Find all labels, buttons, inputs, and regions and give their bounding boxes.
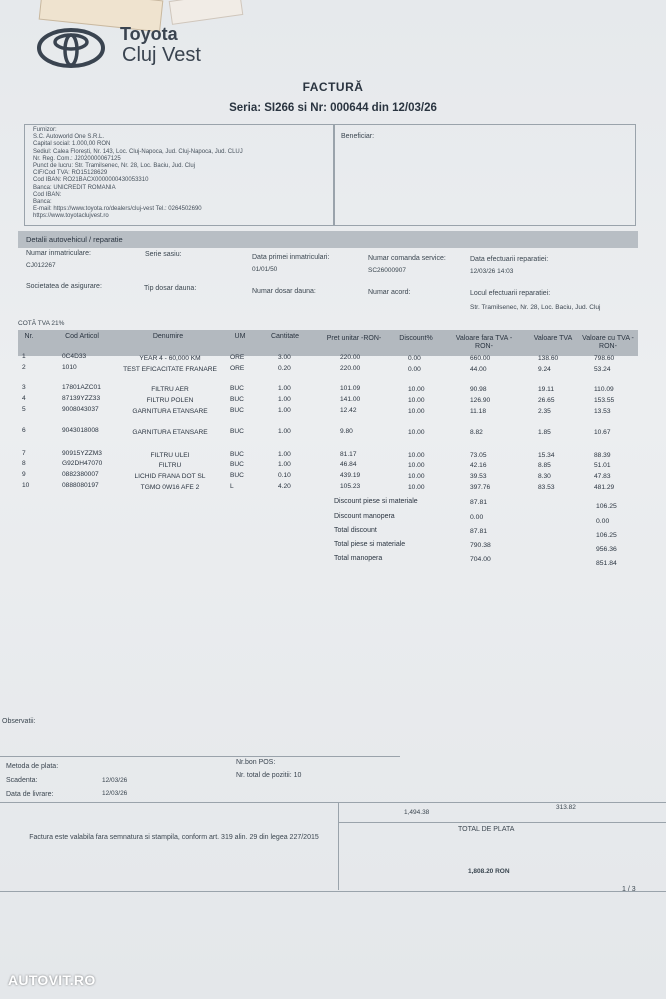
totals-box [0, 802, 666, 892]
page-number: 1 / 3 [622, 886, 636, 893]
table-cell: 15.34 [538, 452, 555, 459]
table-cell: 42.16 [470, 461, 487, 469]
summary-value-with-vat: 956.36 [596, 546, 617, 553]
claim-number-label: Numar dosar dauna: [252, 288, 316, 295]
table-cell: 39.53 [470, 472, 487, 480]
validity-note: Factura este valabila fara semnatura si stampila, conform art. 319 alin. 29 din legea 227/2015 [29, 834, 319, 841]
repair-location-value: Str. Tramilsenec, Nr. 28, Loc. Baciu, Jud. Cluj [470, 304, 601, 311]
summary-value: 704.00 [470, 556, 491, 563]
table-cell: TGMO 0W16 AFE 2 [140, 483, 200, 491]
table-cell: 0C4D33 [62, 353, 87, 361]
table-cell: 26.65 [538, 397, 555, 404]
table-cell: 46.84 [340, 461, 357, 469]
table-cell: 798.60 [594, 355, 615, 363]
supplier-line: Punct de lucru: Str. Tramilsenec, Nr. 28, Loc. Baciu, Jud. Cluj [33, 163, 196, 170]
table-cell: 1010 [62, 364, 77, 372]
column-header: Valoare fara TVA -RON- [455, 335, 513, 350]
table-cell: 660.00 [470, 354, 491, 362]
beneficiary-box [334, 124, 636, 226]
table-cell: 8.30 [538, 473, 551, 480]
table-cell: 1.00 [278, 396, 291, 403]
table-cell: 2.35 [538, 408, 551, 415]
vin-label: Serie sasiu: [145, 251, 182, 258]
table-cell: 4 [22, 395, 26, 402]
delivery-date-value: 12/03/26 [102, 790, 128, 797]
supplier-line: Banca: [33, 199, 52, 206]
table-cell: 11.18 [470, 407, 487, 415]
column-header: Cantitate [270, 333, 300, 340]
summary-label: Discount piese si materiale [334, 498, 418, 505]
table-cell: FILTRU POLEN [146, 396, 194, 404]
total-to-pay-label: TOTAL DE PLATA [458, 826, 515, 833]
table-cell: 481.29 [594, 484, 615, 492]
table-cell: 4.20 [278, 483, 291, 490]
plate-value: CJ012267 [26, 262, 56, 269]
divider [0, 756, 400, 757]
table-cell: ORE [230, 364, 245, 372]
plate-label: Numar inmatriculare: [26, 250, 91, 257]
supplier-line: Sediul: Calea Florești, Nr. 143, Loc. Cluj-Napoca, Jud. Cluj-Napoca, Jud. CLUJ [33, 148, 243, 155]
table-cell: 8.82 [470, 428, 483, 436]
table-cell: 10.00 [408, 396, 425, 404]
repair-location-label: Locul efectuarii reparatiei: [470, 290, 551, 297]
table-cell: 10 [22, 482, 30, 489]
supplier-line: CIF/Cod TVA: RO15128629 [33, 170, 108, 177]
summary-value-with-vat: 106.25 [596, 503, 617, 510]
total-vat: 313.82 [556, 804, 576, 811]
table-cell: 220.00 [340, 354, 361, 362]
table-cell: GARNITURA ETANSARE [132, 407, 208, 415]
table-cell: 9.80 [340, 428, 353, 436]
agreement-number-label: Numar acord: [368, 289, 411, 296]
table-cell: YEAR 4 - 60,000 KM [139, 354, 201, 362]
table-cell: GARNITURA ETANSARE [132, 428, 208, 436]
table-cell: 1.00 [278, 451, 291, 458]
column-header: Nr. [24, 333, 34, 340]
summary-value-with-vat: 0.00 [596, 518, 610, 525]
table-cell: 10.00 [408, 407, 425, 415]
table-cell: FILTRU ULEI [150, 451, 190, 459]
table-cell: 90915YZZM3 [62, 450, 102, 458]
brand-name: Toyota [120, 24, 178, 44]
table-cell: 81.17 [340, 451, 357, 459]
summary-value: 0.00 [470, 514, 484, 521]
table-cell: 47.83 [594, 473, 611, 481]
table-cell: BUC [230, 395, 244, 403]
table-cell: 153.55 [594, 397, 615, 405]
table-cell: 51.01 [594, 462, 611, 470]
supplier-box [24, 124, 334, 226]
table-cell: 7 [22, 450, 26, 457]
table-cell: 9 [22, 471, 26, 478]
table-cell: 10.00 [408, 385, 425, 393]
table-cell: 8.85 [538, 462, 551, 469]
table-cell: 1 [22, 353, 26, 360]
table-cell: 73.05 [470, 451, 487, 459]
table-cell: 1.00 [278, 385, 291, 392]
supplier-details [33, 127, 243, 221]
table-cell: BUC [230, 406, 244, 414]
table-cell: 87139YZZ33 [62, 395, 101, 403]
total-without-vat: 1,494.38 [404, 809, 430, 816]
supplier-line: E-mail: https://www.toyota.ro/dealers/cluj-vest Tel.: 0264502690 [33, 206, 202, 213]
table-cell: 1.00 [278, 407, 291, 414]
repair-date-label: Data efectuarii reparatiei: [470, 256, 549, 263]
supplier-line: Banca: UNICREDIT ROMANIA [33, 184, 116, 191]
table-cell: FILTRU AER [151, 385, 189, 393]
supplier-line: https://www.toyotaclujvest.ro [33, 213, 109, 220]
table-cell: 5 [22, 406, 26, 413]
summary-label: Total piese si materiale [334, 541, 406, 548]
summary-value-with-vat: 851.84 [596, 560, 617, 567]
table-cell: G92DH47070 [62, 460, 103, 468]
table-cell: 88.39 [594, 452, 611, 460]
table-cell: TEST EFICACITATE FRANARE [123, 365, 217, 373]
column-header: Pret unitar -RON- [326, 335, 382, 342]
table-cell: 0.20 [278, 365, 291, 372]
service-order-label: Numar comanda service: [368, 255, 446, 262]
table-cell: 126.90 [470, 396, 491, 404]
summary-label: Total manopera [334, 555, 383, 562]
registration-date-value: 01/01/50 [252, 266, 278, 273]
registration-date-label: Data primei inmatriculari: [252, 254, 330, 261]
supplier-line: Cod IBAN: RO21BACX0000000430053310 [33, 177, 149, 184]
table-cell: 90.98 [470, 385, 487, 393]
table-cell: 110.09 [594, 386, 614, 394]
repair-date-value: 12/03/26 14:03 [470, 268, 514, 275]
table-cell: 141.00 [340, 396, 361, 404]
table-cell: 0888080197 [62, 482, 99, 490]
due-date-label: Scadenta: [6, 777, 38, 784]
supplier-line: Cod IBAN: [33, 191, 62, 198]
table-cell: 0882380007 [62, 471, 99, 479]
summary-label: Total discount [334, 527, 377, 534]
table-cell: 1.00 [278, 461, 291, 468]
table-cell: 13.53 [594, 408, 611, 416]
table-cell: L [230, 482, 234, 490]
table-cell: 1.00 [278, 428, 291, 435]
delivery-date-label: Data de livrare: [6, 791, 54, 798]
table-cell: 9043018008 [62, 427, 99, 435]
table-cell: 220.00 [340, 365, 361, 373]
vehicle-section-header: Detalii autovehicul / reparatie [18, 231, 638, 248]
table-cell: 10.00 [408, 483, 425, 491]
toyota-logo-icon [36, 28, 106, 68]
brand-location: Cluj Vest [122, 44, 201, 66]
pos-receipt-label: Nr.bon POS: [236, 759, 276, 766]
watermark: AUTOVIT.RO [8, 972, 96, 988]
table-cell: 9.24 [538, 366, 551, 373]
table-cell: 138.60 [538, 355, 559, 362]
table-cell: 6 [22, 427, 26, 434]
payment-method-label: Metoda de plata: [6, 763, 59, 770]
divider [338, 822, 666, 823]
table-cell: 9008043037 [62, 406, 99, 414]
table-cell: 439.19 [340, 472, 361, 480]
table-cell: 44.00 [470, 365, 487, 373]
service-order-value: SC26000907 [368, 267, 406, 274]
table-cell: 3.00 [278, 354, 291, 361]
table-cell: BUC [230, 427, 244, 435]
supplier-line: Capital social: 1.000,00 RON [33, 141, 111, 148]
supplier-line: Furnizor: [33, 127, 57, 133]
table-cell: 101.09 [340, 385, 361, 393]
table-cell: 12.42 [340, 407, 357, 415]
table-cell: BUC [230, 471, 244, 479]
total-positions-label: Nr. total de pozitii: 10 [236, 772, 302, 779]
table-cell: BUC [230, 384, 244, 392]
supplier-line: Nr. Reg. Com.: J2020000067125 [33, 155, 121, 162]
summary-value: 87.81 [470, 499, 488, 506]
table-cell: BUC [230, 460, 244, 468]
claim-type-label: Tip dosar dauna: [144, 285, 197, 292]
table-cell: 10.00 [408, 451, 425, 459]
table-cell: 1.85 [538, 429, 551, 436]
summary-label: Discount manopera [334, 513, 395, 520]
table-cell: 397.76 [470, 483, 491, 491]
table-cell: 53.24 [594, 366, 611, 374]
table-cell: 10.00 [408, 428, 425, 436]
column-header: UM [234, 333, 246, 340]
vat-rate: COTĂ TVA 21% [18, 320, 65, 327]
summary-value: 790.38 [470, 542, 491, 549]
invoice-title: FACTURĂ [302, 80, 364, 94]
remarks-label: Observatii: [2, 718, 36, 725]
summary-value-with-vat: 106.25 [596, 532, 617, 539]
table-cell: 2 [22, 364, 26, 371]
supplier-line: S.C. Autoworld One S.R.L. [33, 134, 105, 141]
table-cell: 10.00 [408, 461, 425, 469]
table-cell: 8 [22, 460, 26, 467]
table-cell: 10.67 [594, 429, 611, 437]
invoice-series: Seria: SI266 si Nr: 000644 din 12/03/26 [229, 102, 437, 114]
table-cell: 10.00 [408, 472, 425, 480]
column-header: Denumire [152, 333, 184, 340]
sticky-note-small [169, 0, 244, 25]
table-cell: 19.11 [538, 386, 555, 393]
column-header: Valoare TVA [533, 335, 573, 342]
table-cell: 0.00 [408, 354, 421, 362]
divider [338, 802, 339, 890]
insurance-label: Societatea de asigurare: [26, 283, 102, 290]
table-cell: ORE [230, 353, 245, 361]
summary-value: 87.81 [470, 528, 488, 535]
table-cell: 17801AZC01 [62, 384, 101, 392]
due-date-value: 12/03/26 [102, 777, 128, 784]
table-cell: LICHID FRANA DOT SL [134, 472, 206, 480]
table-cell: FILTRU [158, 461, 182, 469]
beneficiary-label: Beneficiar: [341, 133, 375, 140]
table-cell: 3 [22, 384, 26, 391]
column-header: Discount% [399, 335, 433, 342]
table-cell: 0.10 [278, 472, 291, 479]
table-cell: 83.53 [538, 484, 555, 491]
table-cell: 105.23 [340, 483, 361, 491]
column-header: Cod Articol [65, 333, 99, 340]
table-cell: 0.00 [408, 365, 421, 373]
total-to-pay-value: 1,808.20 RON [468, 868, 510, 875]
column-header: Valoare cu TVA -RON- [582, 335, 634, 350]
table-cell: BUC [230, 450, 244, 458]
